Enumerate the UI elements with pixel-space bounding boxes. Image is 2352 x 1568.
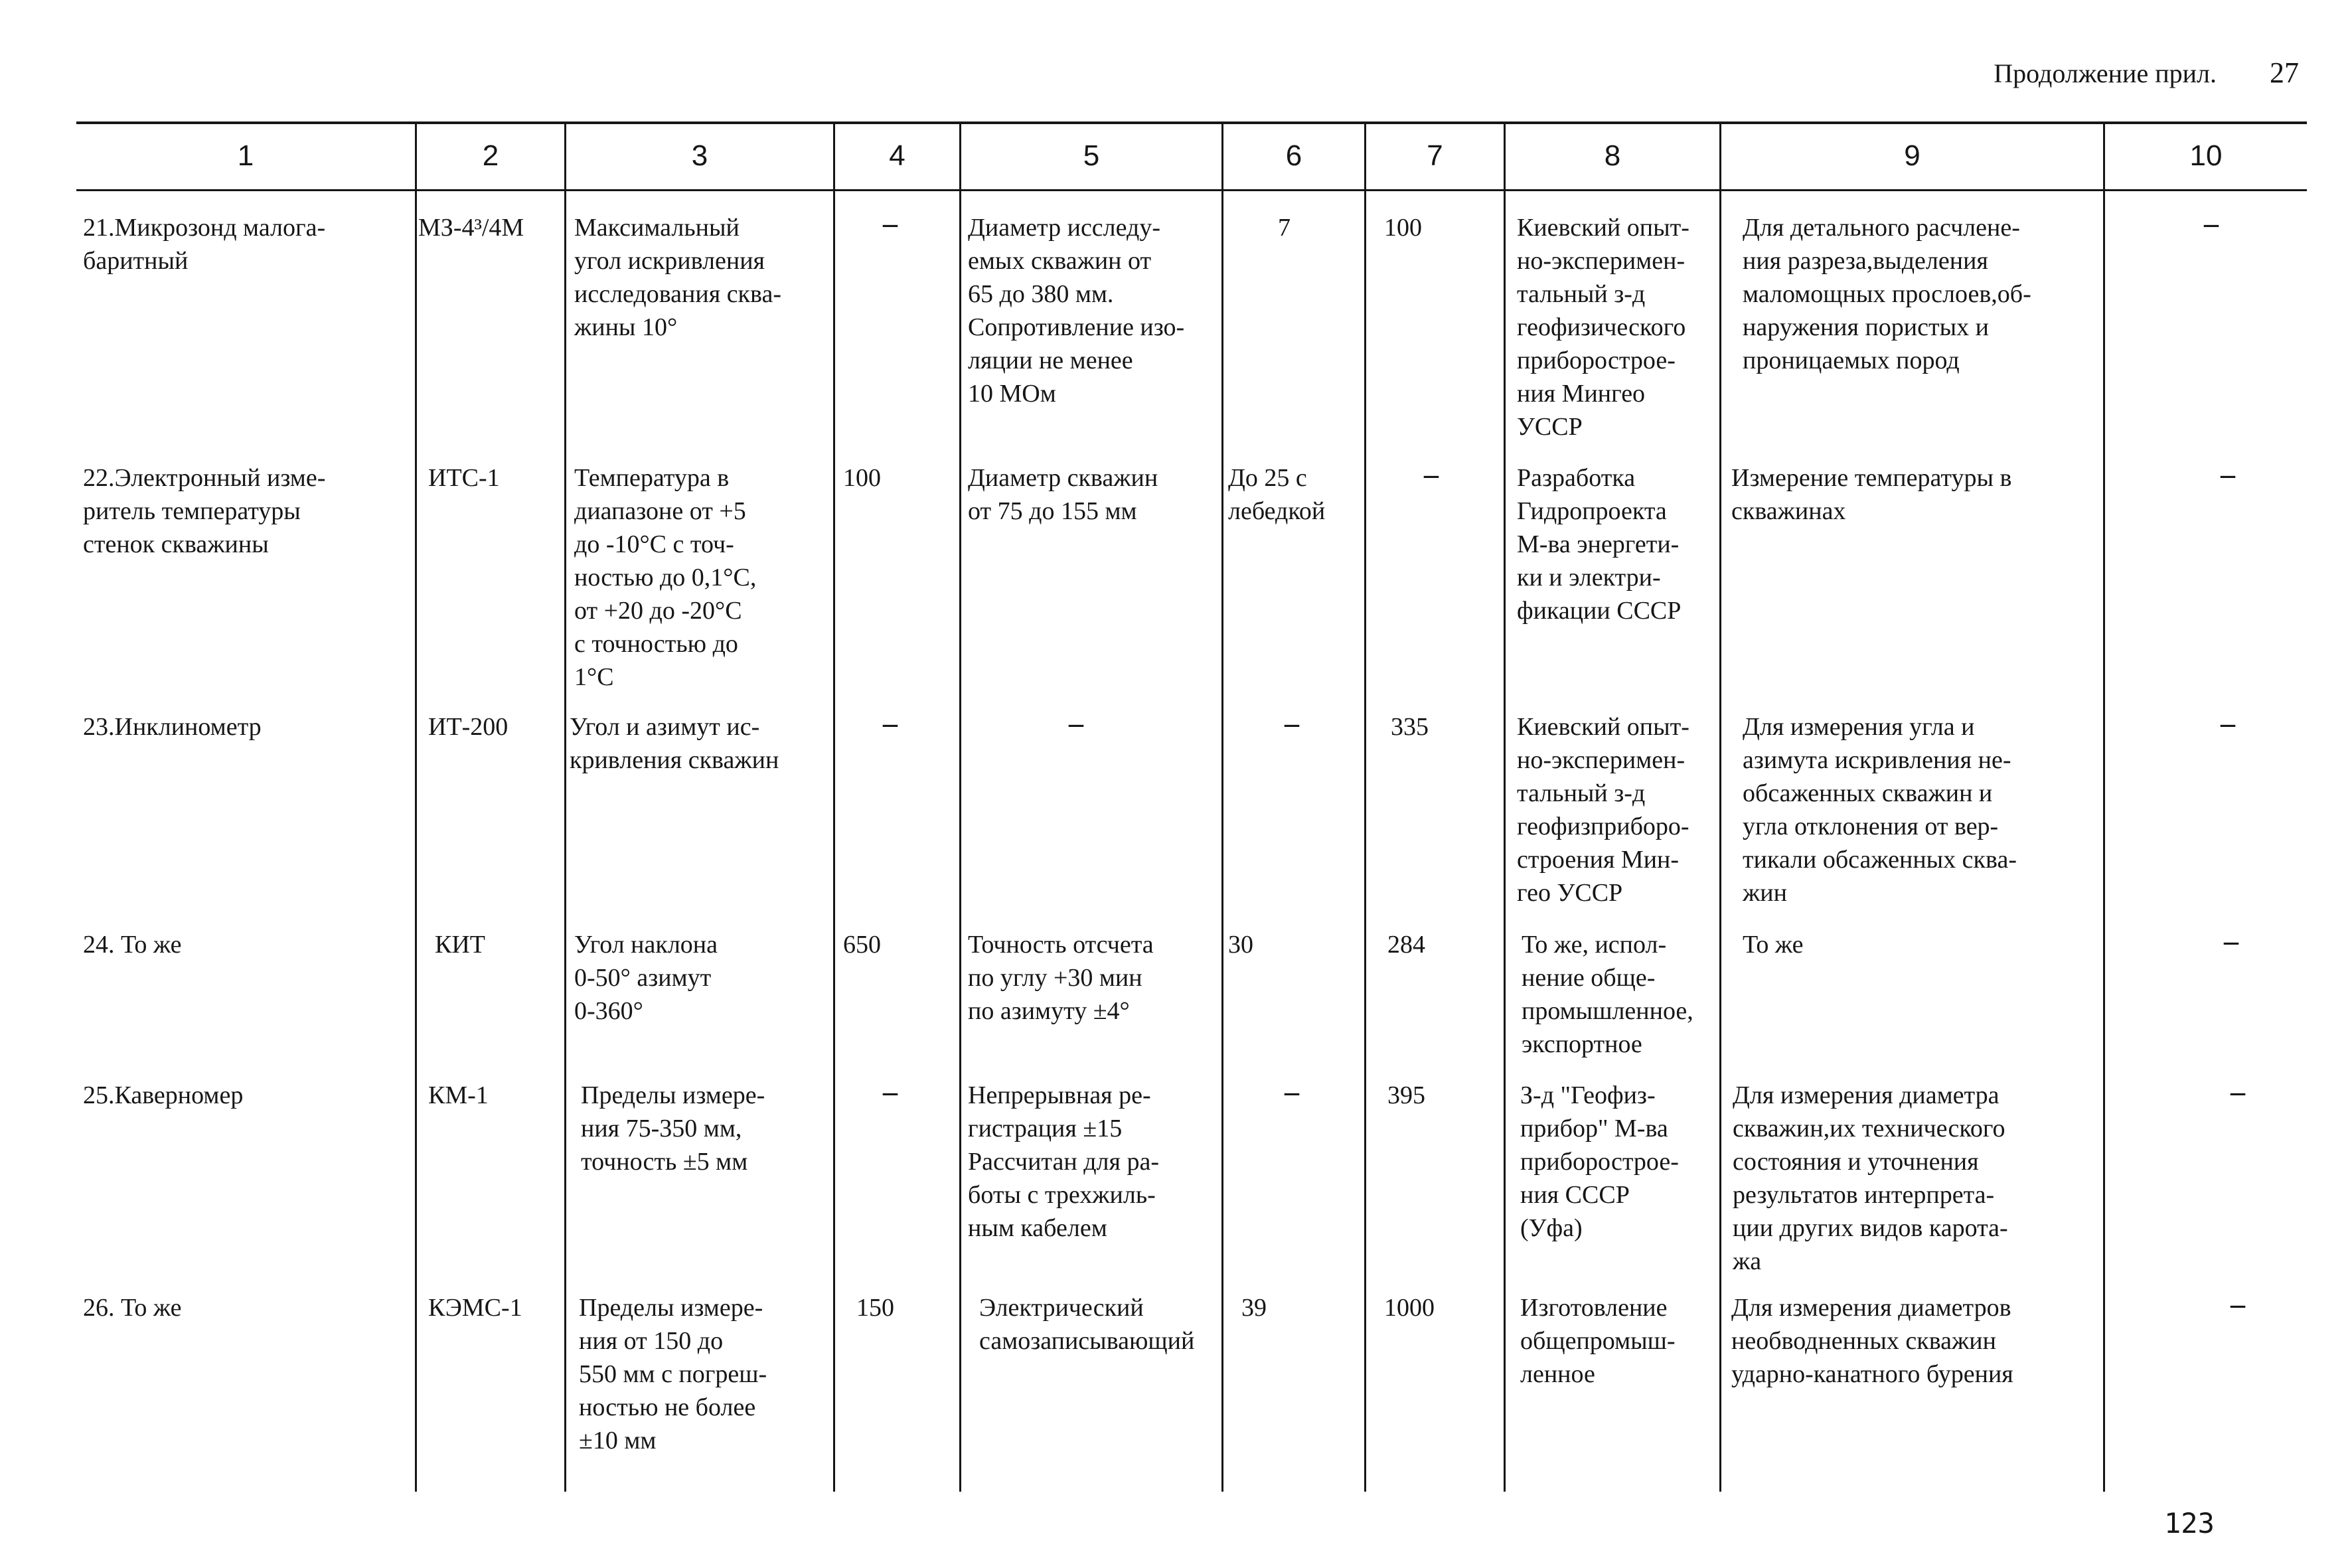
row-25-name: 25.Каверномер	[83, 1081, 244, 1109]
row-25-type: КМ-1	[428, 1081, 489, 1109]
row-21-manufacturer: Киевский опыт- но-эксперимен- тальный з-д геофизического приборострое- ния Мингео УССР	[1517, 214, 1689, 441]
row-25-purpose: Для измерения диаметра скважин,их технического состояния и уточнения результатов интерпрета- ции других видов карота- жа	[1733, 1081, 2008, 1275]
row-26-specs: Электрический самозаписывающий	[979, 1294, 1195, 1355]
column-number-8: 8	[1604, 139, 1621, 172]
row-26-manufacturer: Изготовление общепромыш- ленное	[1520, 1294, 1676, 1388]
row-24-col4: 650	[843, 931, 881, 959]
row-25-col4: –	[883, 1075, 898, 1108]
row-25-col10: –	[2231, 1075, 2245, 1108]
column-number-2: 2	[482, 139, 499, 172]
row-26-col10: –	[2231, 1288, 2245, 1320]
row-22-specs: Диаметр скважин от 75 до 155 мм	[968, 464, 1158, 525]
row-23-col6: –	[1285, 707, 1299, 740]
column-divider	[1719, 124, 1721, 1492]
row-21-col4: –	[883, 207, 898, 240]
row-22-name: 22.Электронный изме- ритель температуры стенок скважины	[83, 464, 326, 558]
row-25-col7: 395	[1387, 1081, 1425, 1109]
row-26-parameters: Пределы измере- ния от 150 до 550 мм с погреш- ностью не более ±10 мм	[579, 1294, 767, 1454]
row-21-name: 21.Микрозонд малога- баритный	[83, 214, 326, 275]
row-26-col6: 39	[1241, 1294, 1267, 1322]
row-24-name: 24. То же	[83, 931, 182, 959]
row-23-name: 23.Инклинометр	[83, 713, 262, 741]
row-26-col7: 1000	[1384, 1294, 1435, 1322]
row-23-col7: 335	[1391, 713, 1429, 741]
row-26-purpose: Для измерения диаметров необводненных скважин ударно-канатного бурения	[1731, 1294, 2013, 1388]
column-number-1: 1	[237, 139, 254, 172]
row-25-manufacturer: З-д "Геофиз- прибор" М-ва приборострое- ния СССР (Уфа)	[1520, 1081, 1679, 1242]
row-24-type: КИТ	[435, 931, 485, 959]
row-23-purpose: Для измерения угла и азимута искривления не- обсаженных скважин и угла отклонения от вер- тикали обсаженных сква- жин	[1743, 713, 2017, 907]
column-divider	[415, 124, 417, 1492]
row-21-col7: 100	[1384, 214, 1422, 242]
row-22-manufacturer: Разработка Гидропроекта М-ва энергети- ки и электри- фикации СССР	[1517, 464, 1682, 625]
row-23-manufacturer: Киевский опыт- но-эксперимен- тальный з-д геофизприборо- строения Мин- гео УССР	[1517, 713, 1689, 907]
row-21-type: МЗ-4³/4М	[418, 214, 524, 242]
row-24-specs: Точность отсчета по углу +30 мин по азимуту ±4°	[968, 931, 1154, 1025]
row-22-col4: 100	[843, 464, 881, 492]
row-23-col10: –	[2221, 707, 2235, 740]
page-header	[1994, 56, 2299, 90]
row-24-manufacturer: То же, испол- нение обще- промышленное, экспортное	[1522, 931, 1693, 1058]
column-divider	[2103, 124, 2105, 1492]
row-26-type: КЭМС-1	[428, 1294, 522, 1322]
row-25-col6: –	[1285, 1075, 1299, 1108]
row-24-col7: 284	[1387, 931, 1425, 959]
column-number-5: 5	[1083, 139, 1100, 172]
table-top-rule	[76, 121, 2307, 124]
column-divider	[1364, 124, 1366, 1492]
header-text: Продолжение прил.	[1994, 58, 2217, 88]
appendix-number: 27	[2270, 56, 2299, 89]
row-25-parameters: Пределы измере- ния 75-350 мм, точность ±5 мм	[581, 1081, 765, 1176]
row-23-parameters: Угол и азимут ис- кривления скважин	[570, 713, 779, 774]
table-header-rule	[76, 189, 2307, 191]
row-21-col10: –	[2204, 207, 2219, 240]
row-22-type: ИТС-1	[428, 464, 500, 492]
column-divider	[564, 124, 566, 1492]
column-number-7: 7	[1427, 139, 1443, 172]
column-divider	[1504, 124, 1506, 1492]
row-22-col6: До 25 с лебедкой	[1228, 464, 1326, 525]
row-23-specs: –	[1069, 707, 1083, 740]
row-24-col6: 30	[1228, 931, 1253, 959]
row-26-name: 26. То же	[83, 1294, 182, 1322]
row-22-col10: –	[2221, 458, 2235, 491]
row-23-type: ИТ-200	[428, 713, 509, 741]
row-24-col10: –	[2224, 925, 2238, 957]
row-21-col6: 7	[1278, 214, 1291, 242]
column-divider	[959, 124, 961, 1492]
column-number-3: 3	[691, 139, 708, 172]
row-22-purpose: Измерение температуры в скважинах	[1731, 464, 2012, 525]
row-26-col4: 150	[856, 1294, 894, 1322]
page-number: 123	[2164, 1507, 2215, 1539]
row-21-purpose: Для детального расчлене- ния разреза,выделения маломощных прослоев,об- наружения пористых и проницаемых пород	[1743, 214, 2031, 374]
row-23-col4: –	[883, 707, 898, 740]
row-21-specs: Диаметр исследу- емых скважин от 65 до 380 мм. Сопротивление изо- ляции не менее 10 МОм	[968, 214, 1185, 408]
row-22-col7: –	[1424, 458, 1439, 491]
row-24-purpose: То же	[1743, 931, 1804, 959]
column-number-4: 4	[889, 139, 905, 172]
column-number-6: 6	[1285, 139, 1302, 172]
row-22-parameters: Температура в диапазоне от +5 до -10°С с точ- ностью до 0,1°С, от +20 до -20°С с точностью до 1°С	[574, 464, 757, 691]
row-21-parameters: Максимальный угол искривления исследования сква- жины 10°	[574, 214, 781, 341]
column-number-9: 9	[1904, 139, 1921, 172]
column-number-10: 10	[2189, 139, 2223, 172]
row-25-specs: Непрерывная ре- гистрация ±15 Рассчитан для ра- боты с трехжиль- ным кабелем	[968, 1081, 1159, 1242]
column-divider	[833, 124, 835, 1492]
column-divider	[1221, 124, 1223, 1492]
row-24-parameters: Угол наклона 0-50° азимут 0-360°	[574, 931, 718, 1025]
